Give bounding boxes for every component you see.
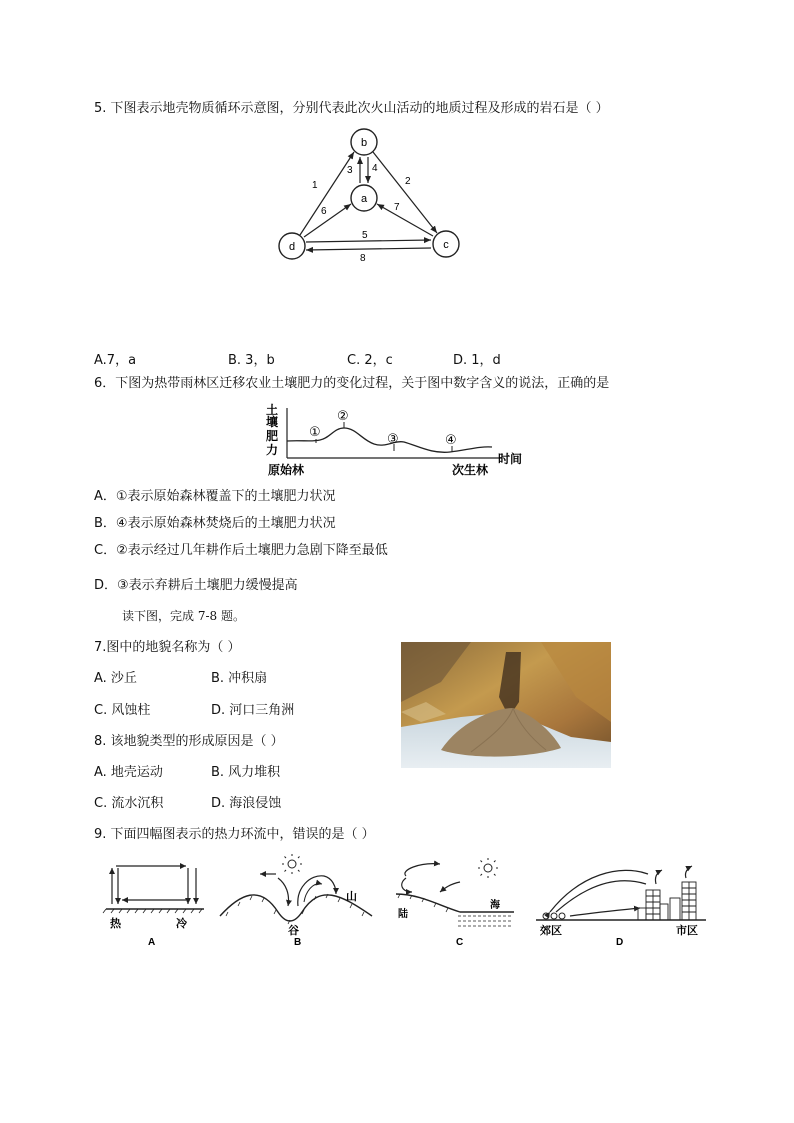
xlabel: 时间 <box>498 452 523 466</box>
panel-c-sea: 海 <box>490 900 500 911</box>
panel-c-land: 陆 <box>398 909 408 920</box>
arrow-4-label: 4 <box>372 163 378 174</box>
marker-4: ④ <box>445 432 457 447</box>
arrow-1-label: 1 <box>312 180 318 191</box>
panel-a-hot: 热 <box>110 918 121 930</box>
q7-option-a: A. 沙丘 <box>94 671 137 686</box>
q6-stem: 6．下图为热带雨林区迁移农业土壤肥力的变化过程，关于图中数字含义的说法，正确的是 <box>94 376 610 391</box>
panel-d-caption: D <box>616 937 624 948</box>
arrow-5 <box>306 240 431 242</box>
q5-stem: 5. 下图表示地壳物质循环示意图，分别代表此次火山活动的地质过程及形成的岩石是（ ） <box>94 101 609 116</box>
landform-photo <box>401 642 611 768</box>
q7-option-b: B. 冲积扇 <box>211 671 268 686</box>
panel-d <box>536 866 706 948</box>
q7-option-d: D. 河口三角洲 <box>211 703 295 718</box>
node-a-label: a <box>360 193 368 205</box>
node-d-label: d <box>288 241 296 253</box>
q8-option-b: B. 风力堆积 <box>211 765 281 780</box>
arrow-7-label: 7 <box>394 202 400 213</box>
panel-d-city: 市区 <box>676 925 698 937</box>
section-note: 读下图，完成 7-8 题。 <box>122 609 245 623</box>
q8-option-d: D. 海浪侵蚀 <box>211 796 282 811</box>
panel-b-mountain: 山 <box>346 891 357 903</box>
panel-b-caption: B <box>294 937 302 948</box>
panel-b-valley: 谷 <box>288 925 299 937</box>
ylabel-char-3: 肥 <box>266 429 279 443</box>
panel-a-caption: A <box>148 937 156 948</box>
arrow-1 <box>300 152 354 235</box>
q5-option-d: D. 1，d <box>453 353 501 368</box>
q9-stem: 9. 下面四幅图表示的热力环流中，错误的是（ ） <box>94 827 375 842</box>
marker-3: ③ <box>387 431 399 446</box>
ylabel-char-4: 力 <box>266 443 279 457</box>
q5-option-c: C. 2，c <box>347 353 393 368</box>
city-buildings <box>638 882 696 920</box>
q7-option-c: C. 风蚀柱 <box>94 703 151 718</box>
arrow-3-label: 3 <box>347 165 353 176</box>
arrow-2 <box>373 152 437 233</box>
node-b-label: b <box>360 137 368 149</box>
panel-a <box>103 866 204 948</box>
panel-a-cold: 冷 <box>176 918 187 930</box>
node-c-label: c <box>443 239 449 251</box>
q6-option-c: C．②表示经过几年耕作后土壤肥力急剧下降至最低 <box>94 543 388 558</box>
arrow-2-label: 2 <box>405 176 411 187</box>
soil-fertility-chart <box>262 400 532 480</box>
ylabel-char-2: 壤 <box>266 415 279 429</box>
left-label: 原始林 <box>268 463 305 477</box>
q5-option-b: B. 3，b <box>228 353 275 368</box>
arrow-8 <box>306 248 431 250</box>
sun-icon <box>288 860 296 868</box>
rock-cycle-diagram <box>270 126 470 266</box>
right-label: 次生林 <box>452 463 489 477</box>
panel-c-caption: C <box>456 937 464 948</box>
arrow-7 <box>377 204 433 236</box>
sun-icon-c <box>484 864 492 872</box>
q5-option-a: A.7，a <box>94 353 137 368</box>
panel-b <box>220 854 372 948</box>
panel-c <box>396 858 514 948</box>
marker-1: ① <box>309 424 321 439</box>
panel-d-suburb: 郊区 <box>540 925 562 937</box>
q6-option-d: D．③表示弃耕后土壤肥力缓慢提高 <box>94 578 298 593</box>
arrow-5-label: 5 <box>362 230 368 241</box>
q8-option-c: C. 流水沉积 <box>94 796 164 811</box>
q6-option-a: A．①表示原始森林覆盖下的土壤肥力状况 <box>94 489 336 504</box>
q6-option-b: B．④表示原始森林焚烧后的土壤肥力状况 <box>94 516 336 531</box>
q7-stem: 7.图中的地貌名称为（ ） <box>94 640 241 655</box>
ylabel-char-1: 土 <box>266 403 279 417</box>
thermal-circulation-figures <box>100 854 714 950</box>
q8-option-a: A. 地壳运动 <box>94 765 163 780</box>
marker-2: ② <box>337 408 349 423</box>
arrow-8-label: 8 <box>360 253 366 264</box>
arrow-6 <box>304 204 351 237</box>
arrow-6-label: 6 <box>321 206 327 217</box>
q8-stem: 8. 该地貌类型的形成原因是（ ） <box>94 734 284 749</box>
